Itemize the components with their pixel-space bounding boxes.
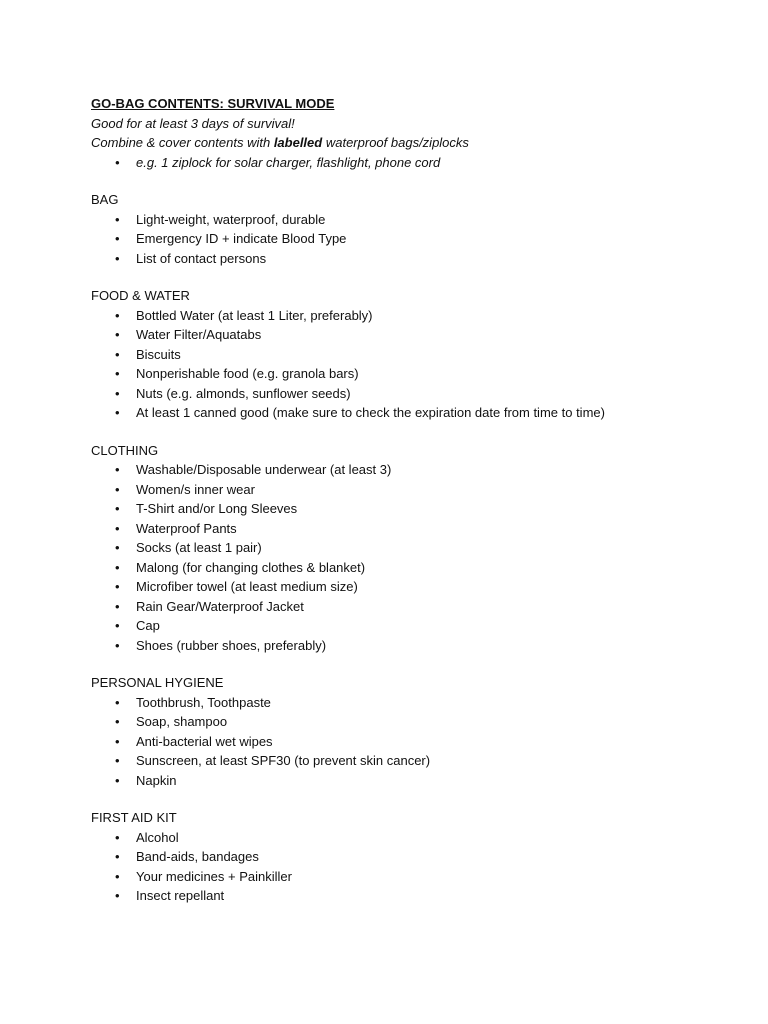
- packing-note-prefix: Combine & cover contents with: [91, 135, 274, 150]
- list-item-text: Cap: [136, 618, 160, 633]
- list-item: [91, 499, 711, 519]
- bullet-icon: •: [115, 307, 120, 323]
- bullet-icon: •: [115, 366, 120, 381]
- bullet-icon: •: [115, 154, 120, 170]
- bullet-icon: •: [115, 849, 120, 864]
- list-item-text: Sunscreen, at least SPF30 (to prevent skin cancer): [136, 753, 431, 768]
- bullet-icon: •: [115, 559, 120, 575]
- bullet-icon: •: [115, 733, 120, 749]
- bullet-icon: •: [115, 346, 120, 362]
- list-item-text: T-Shirt and/or Long Sleeves: [136, 501, 298, 516]
- section-heading-clothing: CLOTHING: [91, 442, 159, 458]
- list-item: [91, 616, 711, 636]
- list-item: [91, 847, 711, 867]
- bullet-icon: •: [115, 868, 120, 884]
- list-item: [91, 636, 711, 656]
- list-item: [91, 364, 711, 384]
- list-item-text: List of contact persons: [136, 250, 267, 266]
- list-item-text: Anti-bacterial wet wipes: [136, 733, 273, 749]
- packing-note-emphasis: labelled: [273, 135, 323, 150]
- bullet-icon: •: [115, 250, 120, 266]
- bullet-icon: •: [115, 327, 120, 342]
- document-body: [91, 94, 711, 906]
- section-list-clothing: [91, 460, 711, 655]
- section-list-first-aid-kit: [91, 828, 711, 906]
- list-item-text: Bottled Water (at least 1 Liter, preferably): [136, 307, 373, 323]
- bullet-icon: •: [115, 520, 120, 536]
- list-item: [91, 210, 711, 230]
- bullet-icon: •: [115, 385, 120, 401]
- list-item-text: Rain Gear/Waterproof Jacket: [136, 598, 304, 614]
- list-item-text: Nonperishable food (e.g. granola bars): [136, 366, 359, 381]
- list-item: [91, 577, 711, 597]
- list-item: [91, 693, 711, 713]
- section-list-food-water: [91, 306, 711, 423]
- bullet-icon: •: [115, 888, 120, 903]
- list-item: [91, 538, 711, 558]
- section-heading-food-water: FOOD & WATER: [91, 288, 190, 303]
- section-list-bag: [91, 210, 711, 269]
- packing-note-list: [91, 153, 711, 173]
- bullet-icon: •: [115, 211, 120, 227]
- list-item: [91, 712, 711, 732]
- list-item: [91, 384, 711, 404]
- bullet-icon: •: [115, 829, 120, 845]
- bullet-icon: •: [115, 714, 120, 729]
- bullet-icon: •: [115, 637, 120, 653]
- list-item-text: Malong (for changing clothes & blanket): [136, 559, 366, 575]
- list-item-text: Light-weight, waterproof, durable: [136, 211, 326, 227]
- bullet-icon: •: [115, 540, 120, 555]
- list-item: [91, 403, 711, 423]
- document-title: GO-BAG CONTENTS: SURVIVAL MODE: [91, 96, 335, 111]
- list-item-text: Biscuits: [136, 346, 181, 362]
- packing-note-suffix: waterproof bags/ziplocks: [322, 135, 469, 150]
- bullet-icon: •: [115, 231, 120, 246]
- list-item-text: Napkin: [136, 772, 177, 788]
- list-item-text: Water Filter/Aquatabs: [136, 327, 262, 342]
- bullet-icon: •: [115, 694, 120, 710]
- list-item-text: Insect repellant: [136, 888, 225, 903]
- bullet-icon: •: [115, 462, 120, 477]
- list-item: [91, 229, 711, 249]
- list-item-text: At least 1 canned good (make sure to check the expiration date from time to time): [136, 405, 605, 420]
- packing-note: [91, 133, 711, 153]
- list-item-text: e.g. 1 ziplock for solar charger, flashlight, phone cord: [136, 154, 441, 170]
- list-item-text: Women/s inner wear: [136, 481, 255, 497]
- section-heading-personal-hygiene: PERSONAL HYGIENE: [91, 675, 224, 690]
- list-item-text: Soap, shampoo: [136, 714, 228, 729]
- list-item: [91, 460, 711, 480]
- list-item: [91, 519, 711, 539]
- bullet-icon: •: [115, 753, 120, 768]
- bullet-icon: •: [115, 598, 120, 614]
- list-item: [91, 867, 711, 887]
- bullet-icon: •: [115, 501, 120, 516]
- section-list-personal-hygiene: [91, 693, 711, 791]
- list-item-text: Washable/Disposable underwear (at least 3): [136, 462, 392, 477]
- list-item-text: Band-aids, bandages: [136, 849, 259, 864]
- list-item: [91, 325, 711, 345]
- list-item-text: Nuts (e.g. almonds, sunflower seeds): [136, 385, 351, 401]
- list-item: [91, 886, 711, 906]
- list-item: [91, 751, 711, 771]
- section-heading-first-aid-kit: FIRST AID KIT: [91, 810, 177, 825]
- list-item-text: Emergency ID + indicate Blood Type: [136, 231, 347, 246]
- list-item-text: Alcohol: [136, 829, 179, 845]
- section-heading-bag: BAG: [91, 192, 119, 207]
- list-item: [91, 249, 711, 269]
- list-item: [91, 306, 711, 326]
- list-item-text: Socks (at least 1 pair): [136, 540, 262, 555]
- list-item-text: Your medicines + Painkiller: [136, 868, 292, 884]
- bullet-icon: •: [115, 772, 120, 788]
- list-item: [91, 558, 711, 578]
- list-item: [91, 153, 711, 173]
- list-item: [91, 597, 711, 617]
- list-item: [91, 732, 711, 752]
- bullet-icon: •: [115, 618, 120, 633]
- bullet-icon: •: [115, 481, 120, 497]
- bullet-icon: •: [115, 405, 120, 420]
- list-item-text: Microfiber towel (at least medium size): [136, 579, 358, 594]
- list-item-text: Waterproof Pants: [136, 520, 237, 536]
- list-item: [91, 480, 711, 500]
- document-subtitle: Good for at least 3 days of survival!: [91, 115, 295, 131]
- list-item: [91, 345, 711, 365]
- bullet-icon: •: [115, 579, 120, 594]
- list-item-text: Toothbrush, Toothpaste: [136, 694, 271, 710]
- list-item: [91, 828, 711, 848]
- list-item: [91, 771, 711, 791]
- list-item-text: Shoes (rubber shoes, preferably): [136, 637, 327, 653]
